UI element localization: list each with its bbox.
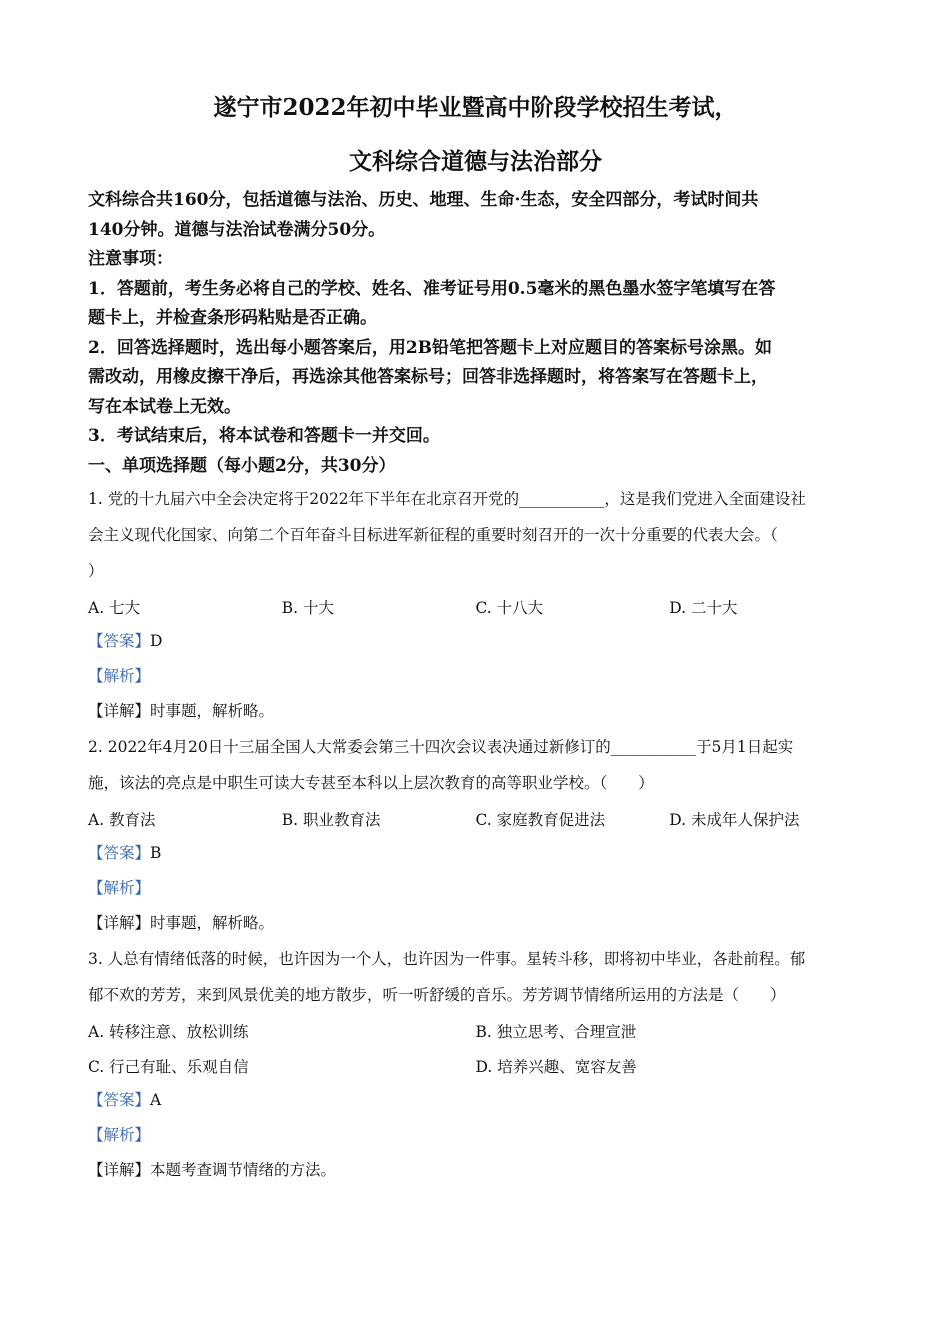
analysis-line [88, 659, 863, 694]
intro-line: 140分钟。道德与法治试卷满分50分。 [88, 219, 386, 240]
answer-value: A [150, 1091, 162, 1109]
option-d: D. 培养兴趣、宽容友善 [475, 1057, 637, 1076]
note-item-2: 2．回答选择题时，选出每小题答案后，用2B铅笔把答题卡上对应题目的答案标号涂黑。如 [88, 337, 773, 358]
options-row [88, 589, 863, 624]
options-row [88, 1048, 863, 1083]
note-item-2: 需改动，用橡皮擦干净后，再选涂其他答案标号；回答非选择题时，将答案写在答题卡上， [88, 367, 768, 387]
option-c: C. 家庭教育促进法 [475, 810, 606, 829]
analysis-line [88, 871, 863, 906]
note-item-2: 写在本试卷上无效。 [88, 396, 241, 417]
exam-page [88, 88, 863, 1188]
analysis-label: 【解析】 [88, 1126, 151, 1144]
question-stem: 郁不欢的芳芳，来到风景优美的地方散步，听一听舒缓的音乐。芳芳调节情绪所运用的方法是（ ） [88, 986, 786, 1004]
answer-line [88, 624, 863, 659]
answer-line [88, 1083, 863, 1118]
detail-text: 时事题，解析略。 [150, 702, 275, 720]
option-c: C. 十八大 [475, 598, 544, 617]
detail-line [88, 694, 863, 729]
analysis-line [88, 1118, 863, 1153]
options-row [88, 801, 863, 836]
intro-line: 文科综合共160分，包括道德与法治、历史、地理、生命·生态，安全四部分，考试时间共 [88, 190, 759, 210]
detail-line [88, 906, 863, 941]
option-b: B. 独立思考、合理宣泄 [475, 1022, 637, 1041]
question-stem: 施，该法的亮点是中职生可读大专甚至本科以上层次教育的高等职业学校。（ ） [88, 774, 654, 792]
exam-instructions [88, 186, 863, 481]
option-d: D. 二十大 [669, 598, 738, 617]
question-stem: 会主义现代化国家、向第二个百年奋斗目标进军新征程的重要时刻召开的一次十分重要的代表大会。（ [88, 526, 778, 544]
question-2 [88, 729, 863, 941]
detail-text: 时事题，解析略。 [150, 914, 275, 932]
exam-title-line1: 遂宁市2022年初中毕业暨高中阶段学校招生考试， [213, 94, 738, 121]
answer-label: 【答案】 [88, 632, 151, 650]
option-a: A. 教育法 [88, 810, 156, 829]
exam-title-line2: 文科综合道德与法治部分 [349, 148, 602, 175]
question-1 [88, 481, 863, 729]
answer-label: 【答案】 [88, 1091, 151, 1109]
option-b: B. 职业教育法 [281, 810, 381, 829]
question-3 [88, 941, 863, 1188]
answer-value: B [150, 844, 162, 862]
note-item-1: 题卡上，并检查条形码粘贴是否正确。 [88, 308, 377, 328]
option-a: A. 七大 [88, 598, 141, 617]
analysis-label: 【解析】 [88, 667, 151, 685]
question-stem: 3. 人总有情绪低落的时候，也许因为一个人，也许因为一件事。星转斗移，即将初中毕业，各赴前程。郁 [88, 950, 806, 968]
answer-label: 【答案】 [88, 844, 151, 862]
detail-label: 【详解】 [88, 1161, 151, 1179]
notes-heading: 注意事项： [88, 249, 173, 269]
detail-line [88, 1153, 863, 1188]
detail-label: 【详解】 [88, 702, 151, 720]
detail-text: 本题考查调节情绪的方法。 [150, 1161, 337, 1179]
answer-line [88, 836, 863, 871]
question-stem: 2. 2022年4月20日十三届全国人大常委会第三十四次会议表决通过新修订的___________于5月1日起实 [88, 738, 794, 756]
note-item-1: 1．答题前，考生务必将自己的学校、姓名、准考证号用0.5毫米的黑色墨水签字笔填写在答 [88, 278, 776, 299]
section-heading: 一、单项选择题（每小题2分，共30分） [88, 455, 396, 476]
question-stem: ） [88, 562, 104, 580]
options-row [88, 1013, 863, 1048]
answer-value: D [150, 632, 163, 650]
option-c: C. 行己有耻、乐观自信 [88, 1057, 249, 1076]
option-a: A. 转移注意、放松训练 [88, 1022, 249, 1041]
option-d: D. 未成年人保护法 [669, 810, 800, 829]
detail-label: 【详解】 [88, 914, 151, 932]
question-stem: 1. 党的十九届六中全会决定将于2022年下半年在北京召开党的___________，这是我们党进入全面建设社 [88, 490, 806, 508]
option-b: B. 十大 [281, 598, 334, 617]
analysis-label: 【解析】 [88, 879, 151, 897]
note-item-3: 3．考试结束后，将本试卷和答题卡一并交回。 [88, 426, 440, 446]
